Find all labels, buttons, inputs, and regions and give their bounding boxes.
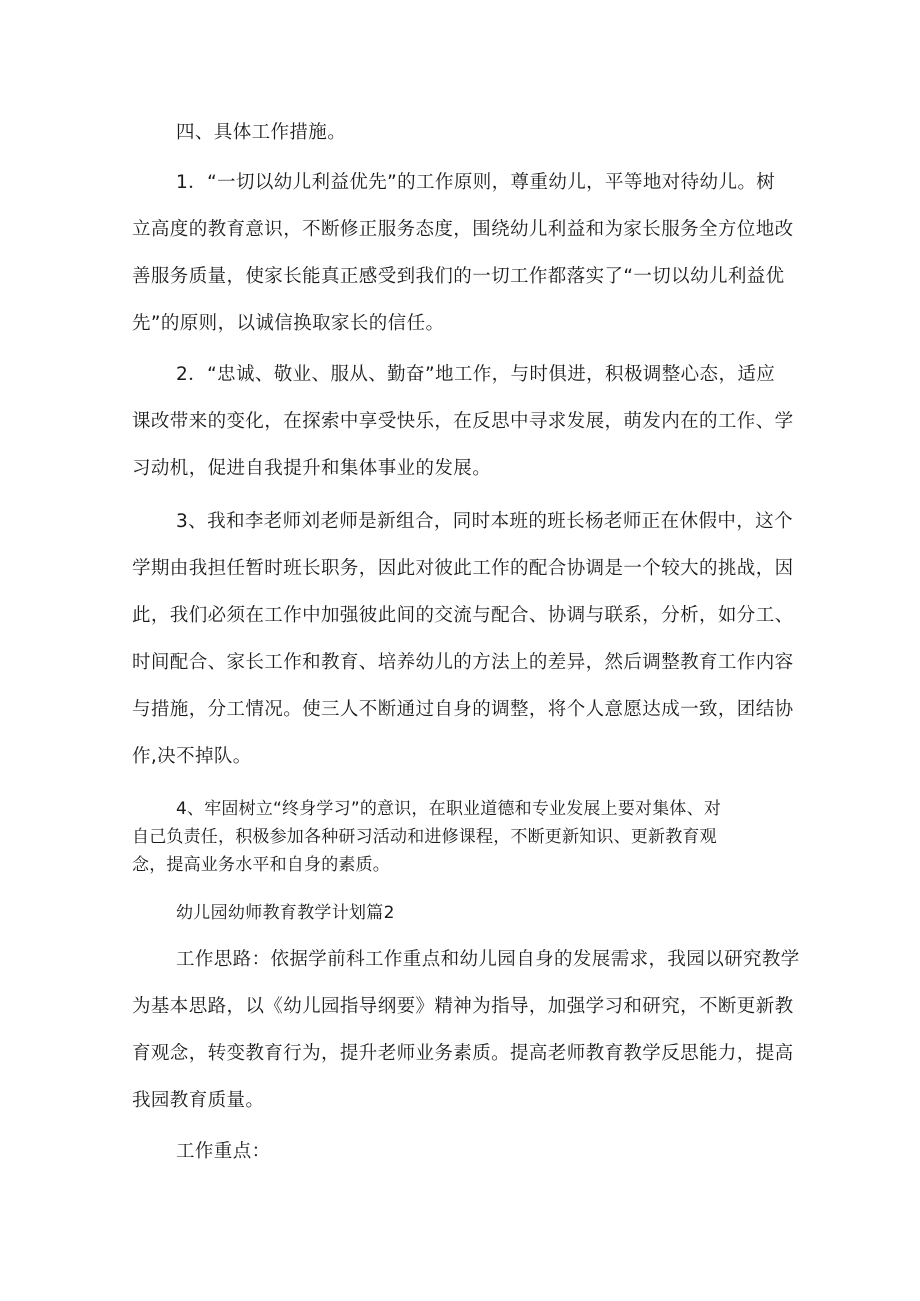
item1-line3: 善服务质量，使家长能真正感受到我们的一切工作都落实了“一切以幼儿利益优 [132, 266, 785, 287]
item1-line2: 立高度的教育意识，不断修正服务态度，围绕幼儿利益和为家长服务全方位地改 [132, 219, 794, 240]
item2-line3: 习动机，促进自我提升和集体事业的发展。 [132, 458, 492, 479]
item3-line2: 学期由我担任暂时班长职务，因此对彼此工作的配合协调是一个较大的挑战，因 [132, 558, 794, 579]
item4-line3: 念，提高业务水平和自身的素质。 [132, 855, 390, 875]
item3-line1: 3、我和李老师刘老师是新组合，同时本班的班长杨老师正在休假中，这个 [176, 511, 793, 532]
work-idea-line4: 我园教育质量。 [132, 1090, 265, 1111]
item3-line3: 此，我们必须在工作中加强彼此间的交流与配合、协调与联系，分析，如分工、 [132, 605, 794, 626]
item3-line4: 时间配合、家长工作和教育、培养幼儿的方法上的差异，然后调整教育工作内容 [132, 652, 794, 673]
item1-line4: 先”的原则，以诚信换取家长的信任。 [132, 313, 445, 334]
item4-line1: 4、牢固树立“终身学习”的意识，在职业道德和专业发展上要对集体、对 [176, 799, 722, 819]
work-idea-line1: 工作思路：依据学前科工作重点和幼儿园自身的发展需求，我园以研究教学 [176, 949, 800, 970]
item3-line5: 与措施，分工情况。使三人不断通过自身的调整，将个人意愿达成一致，团结协 [132, 699, 794, 720]
item1-line1: 1．“一切以幼儿利益优先”的工作原则，尊重幼儿，平等地对待幼儿。树 [176, 172, 776, 193]
item2-line2: 课改带来的变化，在探索中享受快乐，在反思中寻求发展，萌发内在的工作、学 [132, 411, 794, 432]
item2-line1: 2．“忠诚、敬业、服从、勤奋”地工作，与时俱进，积极调整心态，适应 [176, 364, 776, 385]
work-focus-label: 工作重点： [176, 1141, 271, 1162]
work-idea-line3: 育观念，转变教育行为，提升老师业务素质。提高老师教育教学反思能力，提高 [132, 1043, 794, 1064]
item3-line6: 作,决不掉队。 [132, 746, 252, 767]
part2-title: 幼儿园幼师教育教学计划篇2 [176, 903, 395, 923]
work-idea-line2: 为基本思路，以《幼儿园指导纲要》精神为指导，加强学习和研究，不断更新教 [132, 996, 794, 1017]
section-heading: 四、具体工作措施。 [176, 122, 347, 143]
item4-line2: 自己负责任，积极参加各种研习活动和进修课程，不断更新知识、更新教育观 [132, 827, 717, 847]
